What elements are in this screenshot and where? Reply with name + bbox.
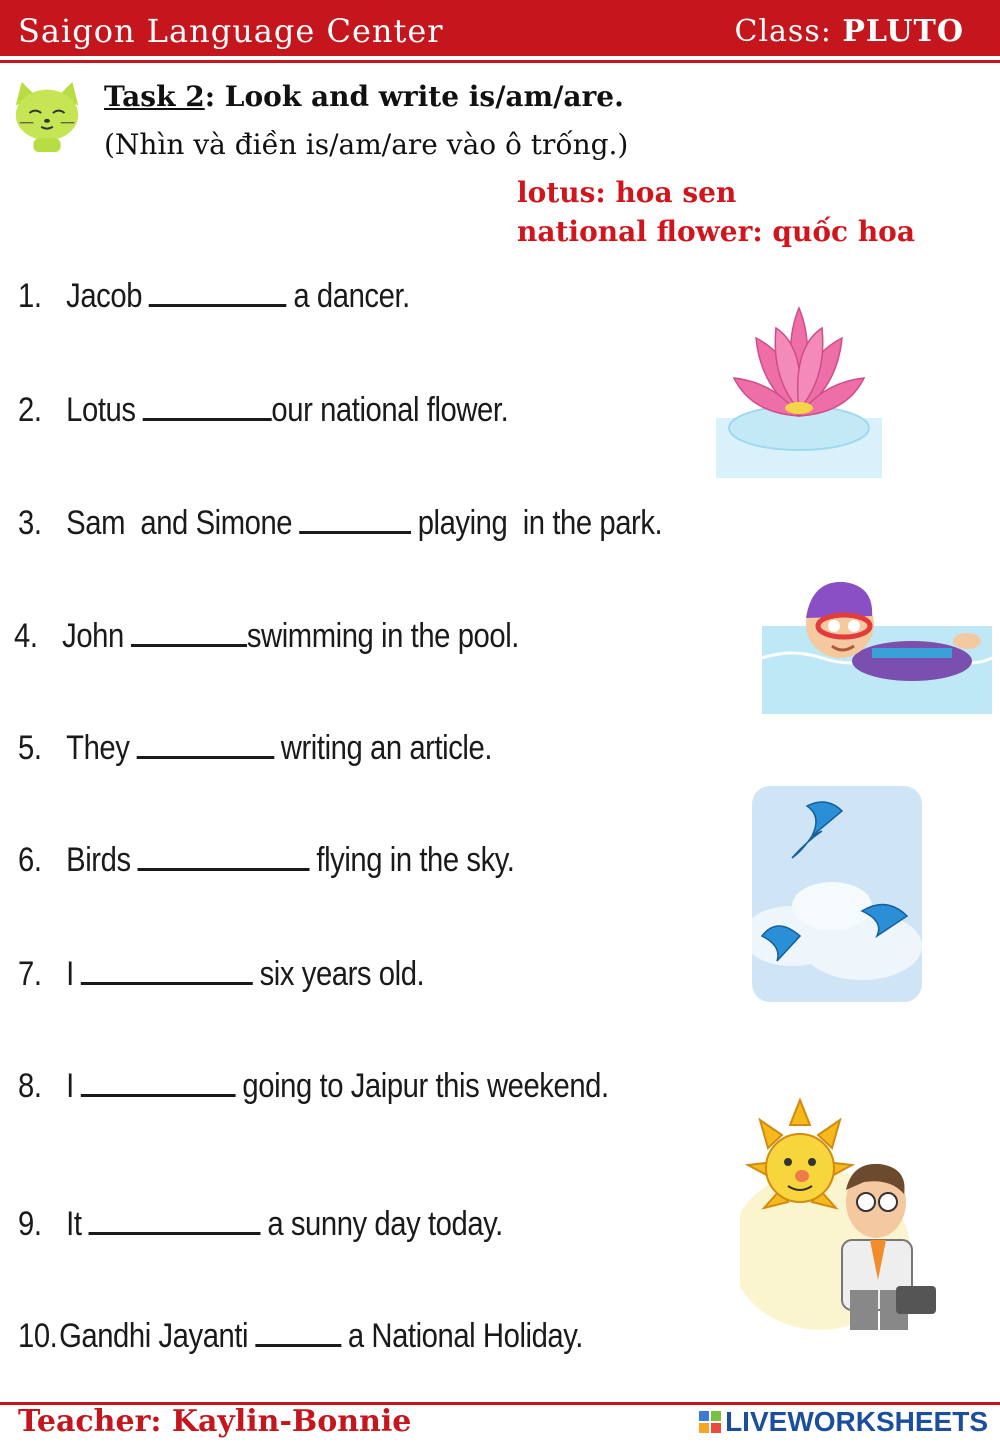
vocab-national-flower: national flower: quốc hoa bbox=[517, 215, 916, 248]
teacher-name: Teacher: Kaylin-Bonnie bbox=[18, 1404, 412, 1439]
answer-blank-5[interactable] bbox=[136, 728, 274, 759]
sun-and-man-icon bbox=[740, 1090, 940, 1336]
liveworksheets-logo-icon bbox=[699, 1411, 721, 1433]
class-name: PLUTO bbox=[842, 14, 964, 49]
brand-name: LIVEWORKSHEETS bbox=[725, 1406, 988, 1437]
question-5: 5. They writing an article. bbox=[18, 729, 493, 767]
lotus-flower-icon bbox=[716, 288, 882, 478]
question-4: 4. John swimming in the pool. bbox=[14, 617, 519, 655]
vocab-lotus: lotus: hoa sen bbox=[517, 176, 737, 209]
task-instruction: : Look and write is/am/are. bbox=[204, 80, 624, 113]
brand-logo[interactable] bbox=[699, 1406, 988, 1438]
question-10: 10.Gandhi Jayanti a National Holiday. bbox=[18, 1317, 583, 1355]
question-2: 2. Lotus our national flower. bbox=[18, 391, 509, 429]
answer-blank-2[interactable] bbox=[142, 390, 271, 421]
header-rule bbox=[0, 60, 1000, 63]
question-9: 9. It a sunny day today. bbox=[18, 1205, 503, 1243]
task-title bbox=[104, 80, 624, 113]
task-label: Task 2 bbox=[104, 80, 205, 113]
answer-blank-4[interactable] bbox=[131, 616, 247, 647]
answer-blank-3[interactable] bbox=[299, 503, 411, 534]
header-bar bbox=[0, 0, 1000, 56]
answer-blank-8[interactable] bbox=[81, 1066, 236, 1097]
task-translation: (Nhìn và điền is/am/are vào ô trống.) bbox=[104, 128, 629, 161]
answer-blank-9[interactable] bbox=[88, 1204, 260, 1235]
question-8: 8. I going to Jaipur this weekend. bbox=[18, 1067, 609, 1105]
question-3: 3. Sam and Simone playing in the park. bbox=[18, 504, 663, 542]
cat-mascot-icon bbox=[8, 76, 86, 154]
answer-blank-7[interactable] bbox=[81, 954, 253, 985]
answer-blank-6[interactable] bbox=[138, 840, 310, 871]
question-6: 6. Birds flying in the sky. bbox=[18, 841, 515, 879]
answer-blank-1[interactable] bbox=[149, 276, 287, 307]
flying-birds-icon bbox=[752, 786, 922, 1002]
question-1: 1. Jacob a dancer. bbox=[18, 277, 410, 315]
swimming-boy-icon bbox=[762, 566, 992, 714]
class-label bbox=[734, 14, 964, 49]
school-name: Saigon Language Center bbox=[18, 12, 444, 50]
class-prefix: Class: bbox=[734, 14, 843, 49]
question-7: 7. I six years old. bbox=[18, 955, 425, 993]
answer-blank-10[interactable] bbox=[255, 1316, 341, 1347]
